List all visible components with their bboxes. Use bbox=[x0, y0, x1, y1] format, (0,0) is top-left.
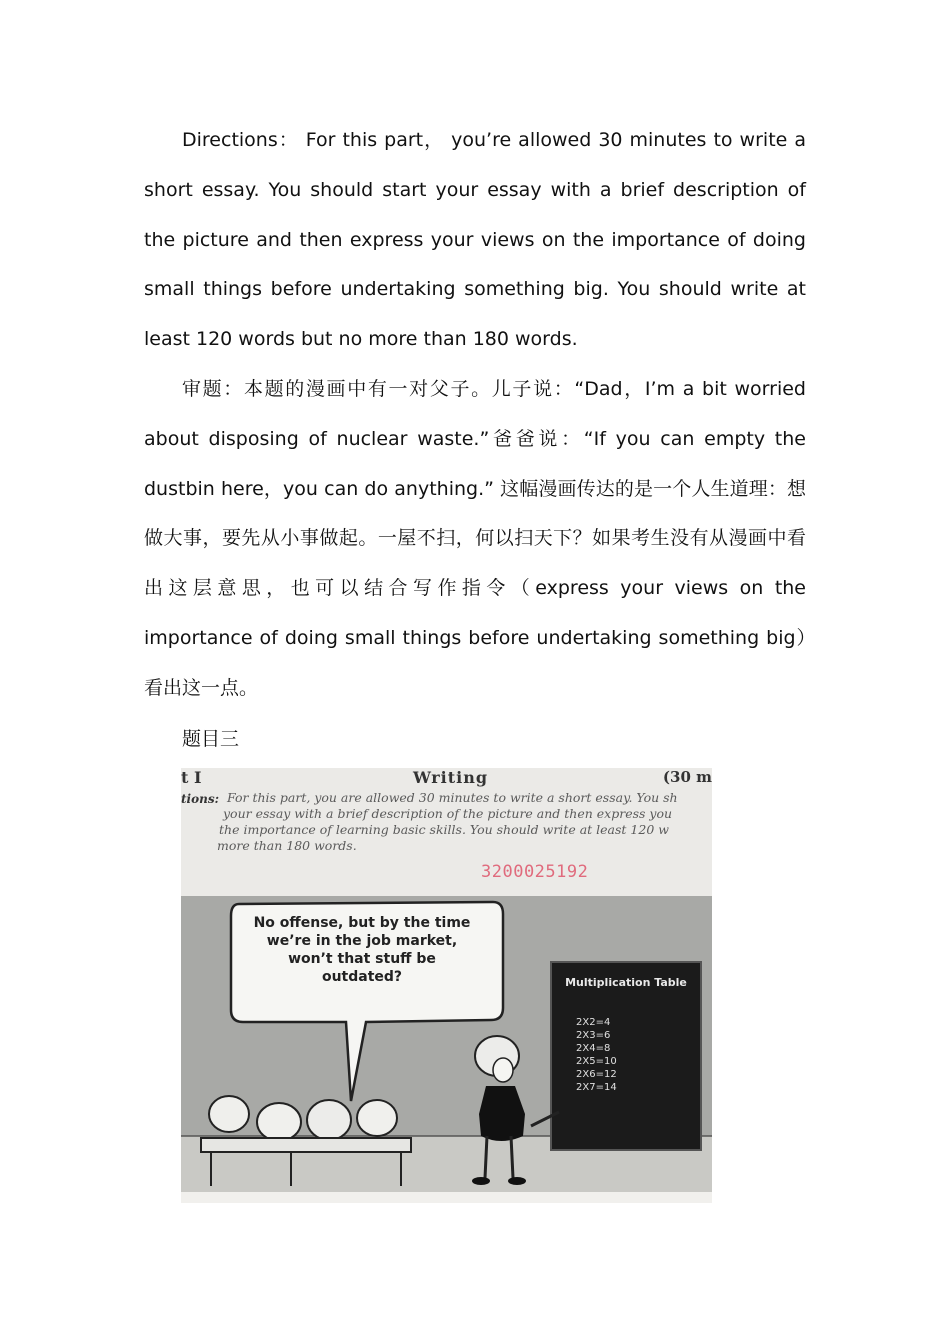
part-label: t I bbox=[181, 768, 202, 787]
instructions-line: the importance of learning basic skills. You should write at least 120 w bbox=[219, 822, 669, 837]
writing-title: Writing bbox=[413, 768, 489, 787]
exam-cartoon-photo bbox=[181, 768, 712, 1203]
analysis-paragraph: 审题：本题的漫画中有一对父子。儿子说：“Dad，I’m a bit worried about disposing of nuclear waste.”爸爸说：“If you can empty the dustbin here，you can do anything.” 这幅漫画传达的是一个人生道理：想做大事，要先从小事做起。一屋不扫，何以扫天下？如果考生没有从漫画中看出这层意思，也可以结合写作指令（express your views on the importance of doing small things before undertaking something big）看出这一点。 bbox=[144, 378, 806, 699]
time-label: (30 m bbox=[662, 768, 712, 786]
directions-paragraph: Directions： For this part， you’re allowed 30 minutes to write a short essay. You should start your essay with a brief description of the picture and then express your views on the importance of doing small things before undertaking something big. You should write at least 120 words but no more than 180 words. bbox=[144, 129, 806, 351]
speech-bubble-text: No offense, but by the time we’re in the job market, won’t that stuff be outdated? bbox=[253, 915, 471, 985]
instructions-line: more than 180 words. bbox=[217, 838, 357, 853]
multiplication-row: 2X3=6 bbox=[576, 1030, 611, 1041]
instructions-line: your essay with a brief description of the picture and then express you bbox=[223, 806, 673, 821]
instructions-line: For this part, you are allowed 30 minutes to write a short essay. You sh bbox=[227, 790, 678, 805]
blackboard-title: Multiplication Table bbox=[565, 976, 687, 989]
multiplication-row: 2X7=14 bbox=[576, 1082, 617, 1093]
blackboard-rows bbox=[576, 1016, 676, 1094]
multiplication-row: 2X6=12 bbox=[576, 1069, 617, 1080]
multiplication-row: 2X5=10 bbox=[576, 1056, 617, 1067]
multiplication-row: 2X2=4 bbox=[576, 1017, 611, 1028]
multiplication-row: 2X4=8 bbox=[576, 1043, 611, 1054]
section-heading: 题目三 bbox=[182, 728, 240, 750]
instructions-label: tions: bbox=[181, 792, 220, 806]
serial-stamp: 3200025192 bbox=[481, 862, 589, 882]
photo-bottom-margin bbox=[181, 1192, 712, 1203]
